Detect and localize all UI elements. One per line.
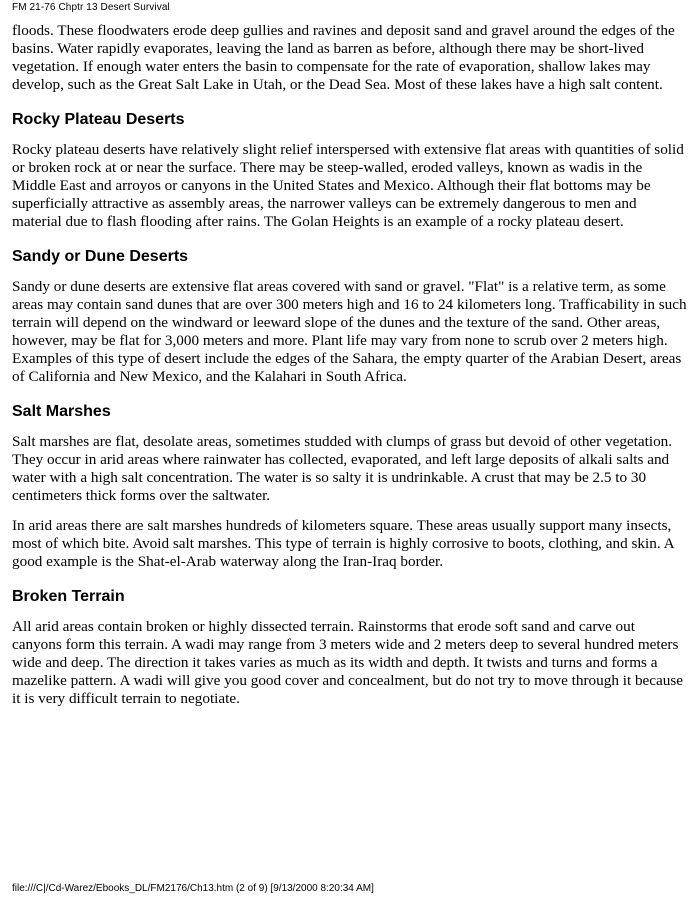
heading-broken-terrain: Broken Terrain	[12, 588, 125, 605]
paragraph-broken-terrain: All arid areas contain broken or highly dissected terrain. Rainstorms that erode soft sand and carve out canyons form this terrain. A wadi may range from 3 meters wide and 2 meters deep to several hundred meters wide and deep. The direction it takes varies as much as its width and depth. It twists and turns and forms a mazelike pattern. A wadi will give you good cover and concealment, but do not try to move through it because it is very difficult terrain to negotiate.	[12, 618, 684, 707]
paragraph-sandy-dune: Sandy or dune deserts are extensive flat areas covered with sand or gravel. "Flat" is a relative term, as some areas may contain sand dunes that are over 300 meters high and 16 to 24 kilometers long. Trafficability in such terrain will depend on the windward or leeward slope of the dunes and the texture of the sand. Other areas, however, may be flat for 3,000 meters and more. Plant life may vary from none to scrub over 2 meters high. Examples of this type of desert include the edges of the Sahara, the empty quarter of the Arabian Desert, areas of California and New Mexico, and the Kalahari in South Africa.	[12, 278, 687, 385]
paragraph-salt-marshes-2: In arid areas there are salt marshes hundreds of kilometers square. These areas usually support many insects, most of which bite. Avoid salt marshes. This type of terrain is highly corrosive to boots, clothing, and skin. A good example is the Shat-el-Arab waterway along the Iran-Iraq border.	[12, 517, 674, 570]
paragraph-rocky-plateau: Rocky plateau deserts have relatively slight relief interspersed with extensive flat areas with quantities of solid or broken rock at or near the surface. There may be steep-walled, eroded valleys, known as wadis in the Middle East and arroyos or canyons in the United States and Mexico. Although their flat bottoms may be superficially attractive as assembly areas, the narrower valleys can be extremely dangerous to men and material due to flash flooding after rains. The Golan Heights is an example of a rocky plateau desert.	[12, 141, 684, 230]
heading-rocky-plateau-deserts: Rocky Plateau Deserts	[12, 111, 185, 128]
heading-sandy-dune-deserts: Sandy or Dune Deserts	[12, 248, 189, 265]
paragraph-floods: floods. These floodwaters erode deep gullies and ravines and deposit sand and gravel around the edges of the basins. Water rapidly evaporates, leaving the land as barren as before, although there may be short-lived vegetation. If enough water enters the basin to compensate for the rate of evaporation, shallow lakes may develop, such as the Great Salt Lake in Utah, or the Dead Sea. Most of these lakes have a high salt content.	[12, 22, 675, 93]
paragraph-salt-marshes-1: Salt marshes are flat, desolate areas, sometimes studded with clumps of grass but devoid of other vegetation. They occur in arid areas where rainwater has collected, evaporated, and left large deposits of alkali salts and water with a high salt concentration. The water is so salty it is undrinkable. A crust that may be 2.5 to 30 centimeters thick forms over the saltwater.	[12, 433, 673, 504]
document-body	[12, 22, 688, 720]
heading-salt-marshes: Salt Marshes	[12, 403, 111, 420]
page-header-title: FM 21-76 Chptr 13 Desert Survival	[12, 2, 170, 13]
page-footer-url: file:///C|/Cd-Warez/Ebooks_DL/FM2176/Ch13.htm (2 of 9) [9/13/2000 8:20:34 AM]	[12, 883, 374, 894]
